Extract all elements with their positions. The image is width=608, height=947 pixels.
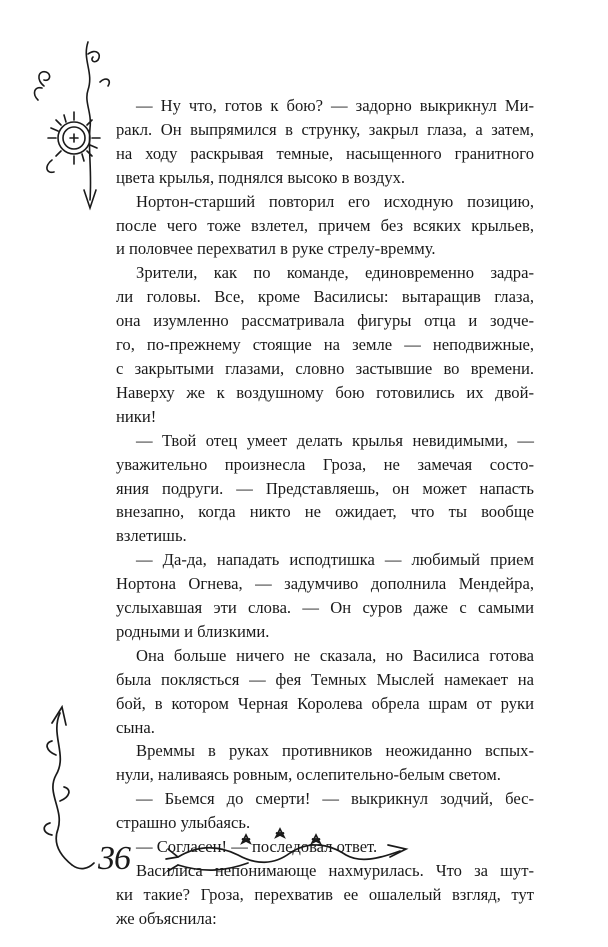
text-line: с закрытыми глазами, словно застывшие во времени. bbox=[116, 358, 534, 378]
text-line: нули, наливаясь ровным, ослепительно-белым светом. bbox=[116, 765, 501, 785]
text-line: на ходу раскрывая темные, насыщенного гранитного bbox=[116, 143, 534, 163]
paragraph bbox=[116, 548, 534, 644]
text-line: цвета крылья, поднялся высоко в воздух. bbox=[116, 167, 406, 187]
text-line: внезапно, когда никто не ожидает, что ты вообще bbox=[116, 502, 534, 522]
text-line: уважительно произнесла Гроза, не замечая состо- bbox=[116, 454, 534, 474]
text-line: — Ну что, готов к бою? — задорно выкрикнул Ми- bbox=[136, 96, 534, 115]
text-line: Времмы в руках противников неожиданно вспых- bbox=[136, 741, 534, 761]
text-line: Зрители, как по команде, единовременно задра- bbox=[136, 263, 534, 283]
text-line: ли головы. Все, кроме Василисы: вытаращив глаза, bbox=[116, 287, 534, 307]
text-line: — Твой отец умеет делать крылья невидимыми, — bbox=[136, 430, 534, 450]
compass-ornament-icon bbox=[30, 40, 120, 215]
text-line: была поклясться — фея Темных Мыслей намекает на bbox=[116, 669, 534, 689]
text-line: же объяснила: bbox=[116, 908, 217, 928]
text-line: ракл. Он выпрямился в струнку, закрыл глаза, а затем, bbox=[116, 119, 534, 139]
text-line: услыхавшая эти слова. — Он суров даже с самыми bbox=[116, 598, 534, 618]
paragraph bbox=[116, 94, 534, 190]
text-line: — Бьемся до смерти! — выкрикнул зодчий, бес- bbox=[136, 789, 534, 809]
paragraph bbox=[116, 429, 534, 549]
text-line: страшно улыбаясь. bbox=[116, 813, 251, 833]
text-line: ники! bbox=[116, 406, 157, 426]
text-line: и половчее перехватил в руке стрелу-времму. bbox=[116, 239, 436, 259]
text-line: яния подруги. — Представляешь, он может напасть bbox=[116, 478, 534, 498]
vine-arrow-ornament-icon bbox=[28, 705, 428, 895]
text-line: ки такие? Гроза, перехватив ее ошалелый взгляд, тут bbox=[116, 884, 534, 904]
text-line: родными и близкими. bbox=[116, 621, 270, 641]
text-line: го, по-прежнему стоящие на земле — неподвижные, bbox=[116, 335, 534, 355]
text-line: сына. bbox=[116, 717, 155, 737]
text-line: Василиса непонимающе нахмурилась. Что за шут- bbox=[136, 861, 534, 880]
text-line: после чего тоже взлетел, причем без всяких крыльев, bbox=[116, 215, 534, 235]
text-line: — Согласен! — последовал ответ. bbox=[136, 837, 378, 857]
text-line: Она больше ничего не сказала, но Василиса готова bbox=[136, 645, 534, 665]
text-line: Наверху же к воздушному бою готовились их двой- bbox=[116, 382, 534, 402]
text-line: бой, в котором Черная Королева обрела шрам от руки bbox=[116, 693, 534, 713]
paragraph bbox=[116, 190, 534, 262]
page-number: 36 bbox=[98, 840, 130, 877]
text-line: — Да-да, нападать исподтишка — любимый прием bbox=[136, 550, 534, 570]
text-line: она изумленно рассматривала фигуры отца и зодче- bbox=[116, 311, 534, 331]
text-line: Нортон-старший повторил его исходную позицию, bbox=[136, 191, 534, 211]
text-line: Нортона Огнева, — задумчиво дополнила Мендейра, bbox=[116, 574, 534, 594]
paragraph bbox=[116, 261, 534, 428]
text-line: взлетишь. bbox=[116, 526, 187, 546]
